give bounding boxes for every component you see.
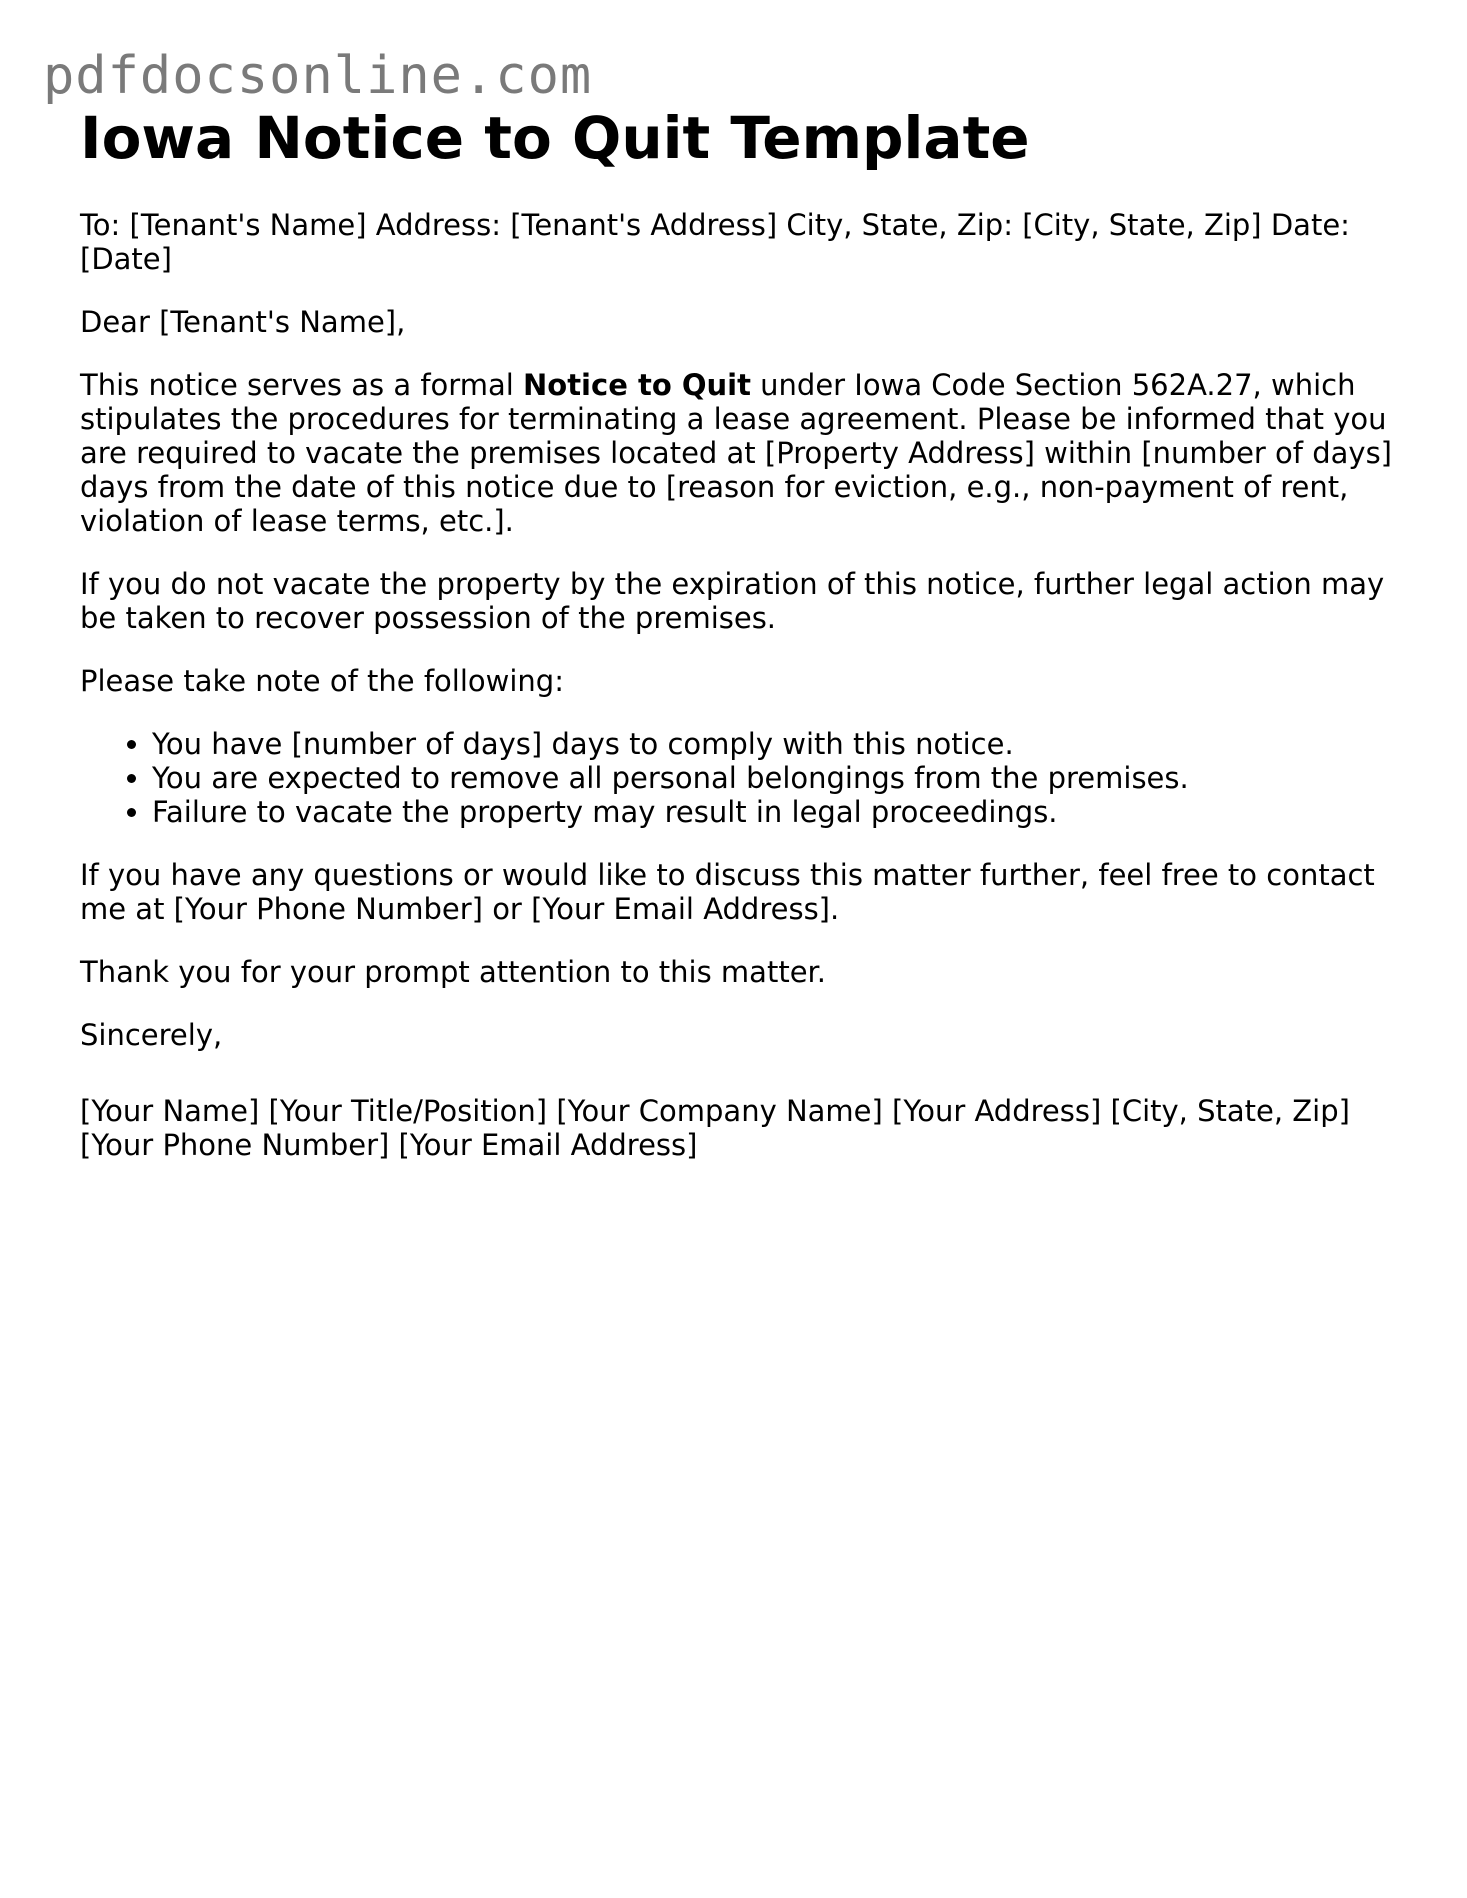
closing: Sincerely, — [80, 1018, 223, 1052]
list-item: • Failure to vacate the property may result in legal proceedings. — [152, 795, 1400, 829]
intro-paragraph — [80, 368, 1400, 538]
intro-text-after: under Iowa Code Section 562A.27, which stipulates the procedures for terminating a lease agreement. Please be informed that you are required to vacate the premises located at [Property Address] within [number of days] days from the date of this notice due to [reason for eviction, e.g., non-payment of rent, violation of lease terms, etc.]. — [80, 368, 1392, 538]
salutation: Dear [Tenant's Name], — [80, 305, 406, 339]
thanks-paragraph: Thank you for your prompt attention to this matter. — [80, 955, 827, 989]
notice-to-quit-emphasis: Notice to Quit — [523, 368, 751, 402]
document-page — [80, 100, 1400, 1162]
recipient-header: To: [Tenant's Name] Address: [Tenant's Address] City, State, Zip: [City, State, Zip] Date: [Date] — [80, 208, 1350, 276]
page-title: Iowa Notice to Quit Template — [80, 104, 1030, 172]
intro-text-before: This notice serves as a formal — [80, 368, 523, 402]
signature-block: [Your Name] [Your Title/Position] [Your Company Name] [Your Address] [City, State, Zip] [Your Phone Number] [Your Email Address] — [80, 1094, 1350, 1162]
list-intro: Please take note of the following: — [80, 664, 564, 698]
watermark-text: pdfdocsonline.com — [43, 46, 593, 106]
notice-terms-list — [80, 727, 1400, 829]
contact-paragraph: If you have any questions or would like to discuss this matter further, feel free to contact me at [Your Phone Number] or [Your Email Address]. — [80, 858, 1375, 926]
warning-paragraph: If you do not vacate the property by the expiration of this notice, further legal action may be taken to recover possession of the premises. — [80, 567, 1385, 635]
list-item: • You are expected to remove all personal belongings from the premises. — [152, 761, 1400, 795]
list-item: • You have [number of days] days to comply with this notice. — [152, 727, 1400, 761]
